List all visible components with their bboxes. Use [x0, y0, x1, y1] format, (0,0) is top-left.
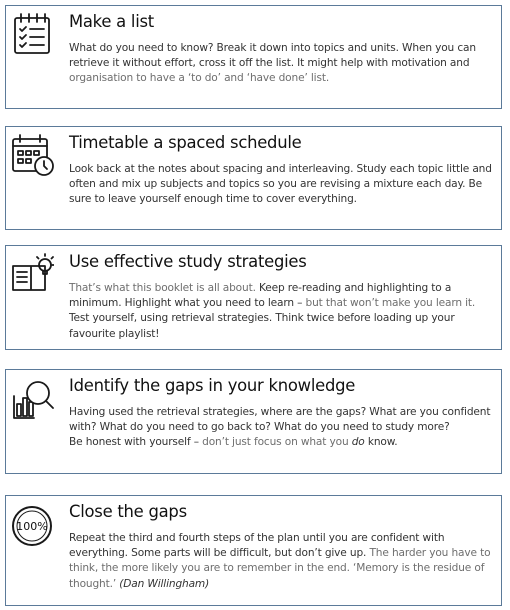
card-body: Repeat the third and fourth steps of the plan until you are confident with everything. Some parts will be difficult, but don’t give up. The harder you have to think, the more likely you are to remember in the end. ‘Memory is the residue of thought.’ (Dan Willingham) [69, 532, 491, 590]
card-body: Look back at the notes about spacing and interleaving. Study each topic little and often and mix up subjects and topics so you are revising a mixture each day. Be sure to leave yourself enough time to cover everything. [69, 163, 492, 206]
magnifier-chart-icon [10, 376, 54, 420]
checklist-icon [10, 12, 54, 56]
hundred-percent-icon [10, 504, 54, 548]
card-title: Make a list [69, 12, 154, 31]
card-body: That’s what this booklet is all about. Keep re-reading and highlighting to a minimum. Highlight what you need to learn – but that won’t make you learn it. Test yourself, using retrieval strategies. Think twice before loading up your favourite playlist! [69, 282, 476, 340]
card-identify-the-gaps [5, 369, 502, 474]
card-title: Timetable a spaced schedule [69, 133, 302, 152]
card-title: Identify the gaps in your knowledge [69, 376, 356, 395]
card-timetable-spaced-schedule [5, 126, 502, 230]
card-title: Use effective study strategies [69, 252, 307, 271]
card-effective-study-strategies [5, 245, 502, 350]
calendar-clock-icon [10, 133, 54, 177]
card-title: Close the gaps [69, 502, 187, 521]
hundred-percent-text: 100% [16, 520, 48, 533]
card-body: Having used the retrieval strategies, where are the gaps? What are you confident with? What do you need to go back to? What do you need to study more? Be honest with yourself – don’t just focus on what you do know. [69, 406, 491, 449]
card-close-the-gaps [5, 495, 502, 606]
card-make-a-list [5, 5, 502, 109]
card-body: What do you need to know? Break it down into topics and units. When you can retrieve it without effort, cross it off the list. It might help with motivation and organisation to have a ‘to do’ and ‘have done’ list. [69, 42, 476, 85]
book-lightbulb-icon [10, 252, 54, 296]
